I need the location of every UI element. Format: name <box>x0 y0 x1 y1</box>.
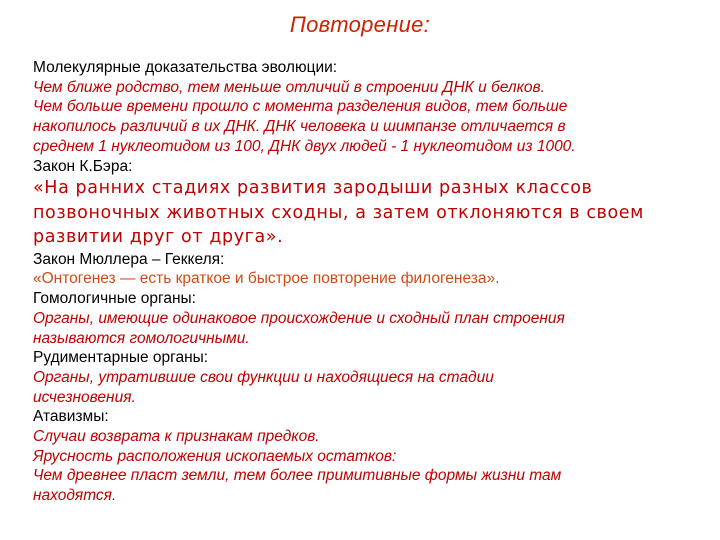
section-text-line: исчезновения. <box>33 388 136 406</box>
section-heading: Закон Мюллера – Геккеля: <box>33 250 225 268</box>
section-text-line: находятся. <box>33 487 117 505</box>
baer-quote-line: «На ранних стадиях развития зародыши разных классов <box>33 178 593 199</box>
section-text-line: называются гомологичными. <box>33 329 250 347</box>
section-homologous <box>33 289 693 348</box>
section-heading: Молекулярные доказательства эволюции: <box>33 59 338 76</box>
section-text-line: Чем больше времени прошло с момента разделения видов, тем больше <box>33 98 568 116</box>
section-rudimentary <box>33 348 693 407</box>
section-atavisms <box>33 407 693 506</box>
section-text-line: Ярусность расположения ископаемых остатков: <box>33 447 397 465</box>
section-baer <box>33 157 693 250</box>
section-muller <box>33 250 693 289</box>
section-text-line: среднем 1 нуклеотидом из 100, ДНК двух людей - 1 нуклеотидом из 1000. <box>33 137 576 155</box>
section-text-line: Органы, имеющие одинаковое происхождение и сходный план строения <box>33 309 565 327</box>
section-text-line: Чем древнее пласт земли, тем более примитивные формы жизни там <box>33 467 562 485</box>
section-text-line: Случаи возврата к признакам предков. <box>33 428 320 446</box>
section-heading: Закон К.Бэра: <box>33 157 133 175</box>
section-text-line: накопилось различий в их ДНК. ДНК человека и шимпанзе отличается в <box>33 118 566 136</box>
baer-quote-line: позвоночных животных сходны, а затем отклоняются в своем <box>33 202 644 223</box>
section-heading: Атавизмы: <box>33 408 109 426</box>
section-heading: Гомологичные органы: <box>33 290 196 308</box>
slide-title: Повторение: <box>289 12 431 37</box>
section-molecular <box>33 58 693 157</box>
section-text-line: Органы, утратившие свои функции и находящиеся на стадии <box>33 368 494 386</box>
slide-content <box>33 58 693 506</box>
section-text-line: Чем ближе родство, тем меньше отличий в строении ДНК и белков. <box>33 78 545 96</box>
section-heading: Рудиментарные органы: <box>33 349 209 367</box>
section-text-line: «Онтогенез — есть краткое и быстрое повторение филогенеза». <box>33 270 500 288</box>
baer-quote-line: развитии друг от друга». <box>33 227 284 248</box>
